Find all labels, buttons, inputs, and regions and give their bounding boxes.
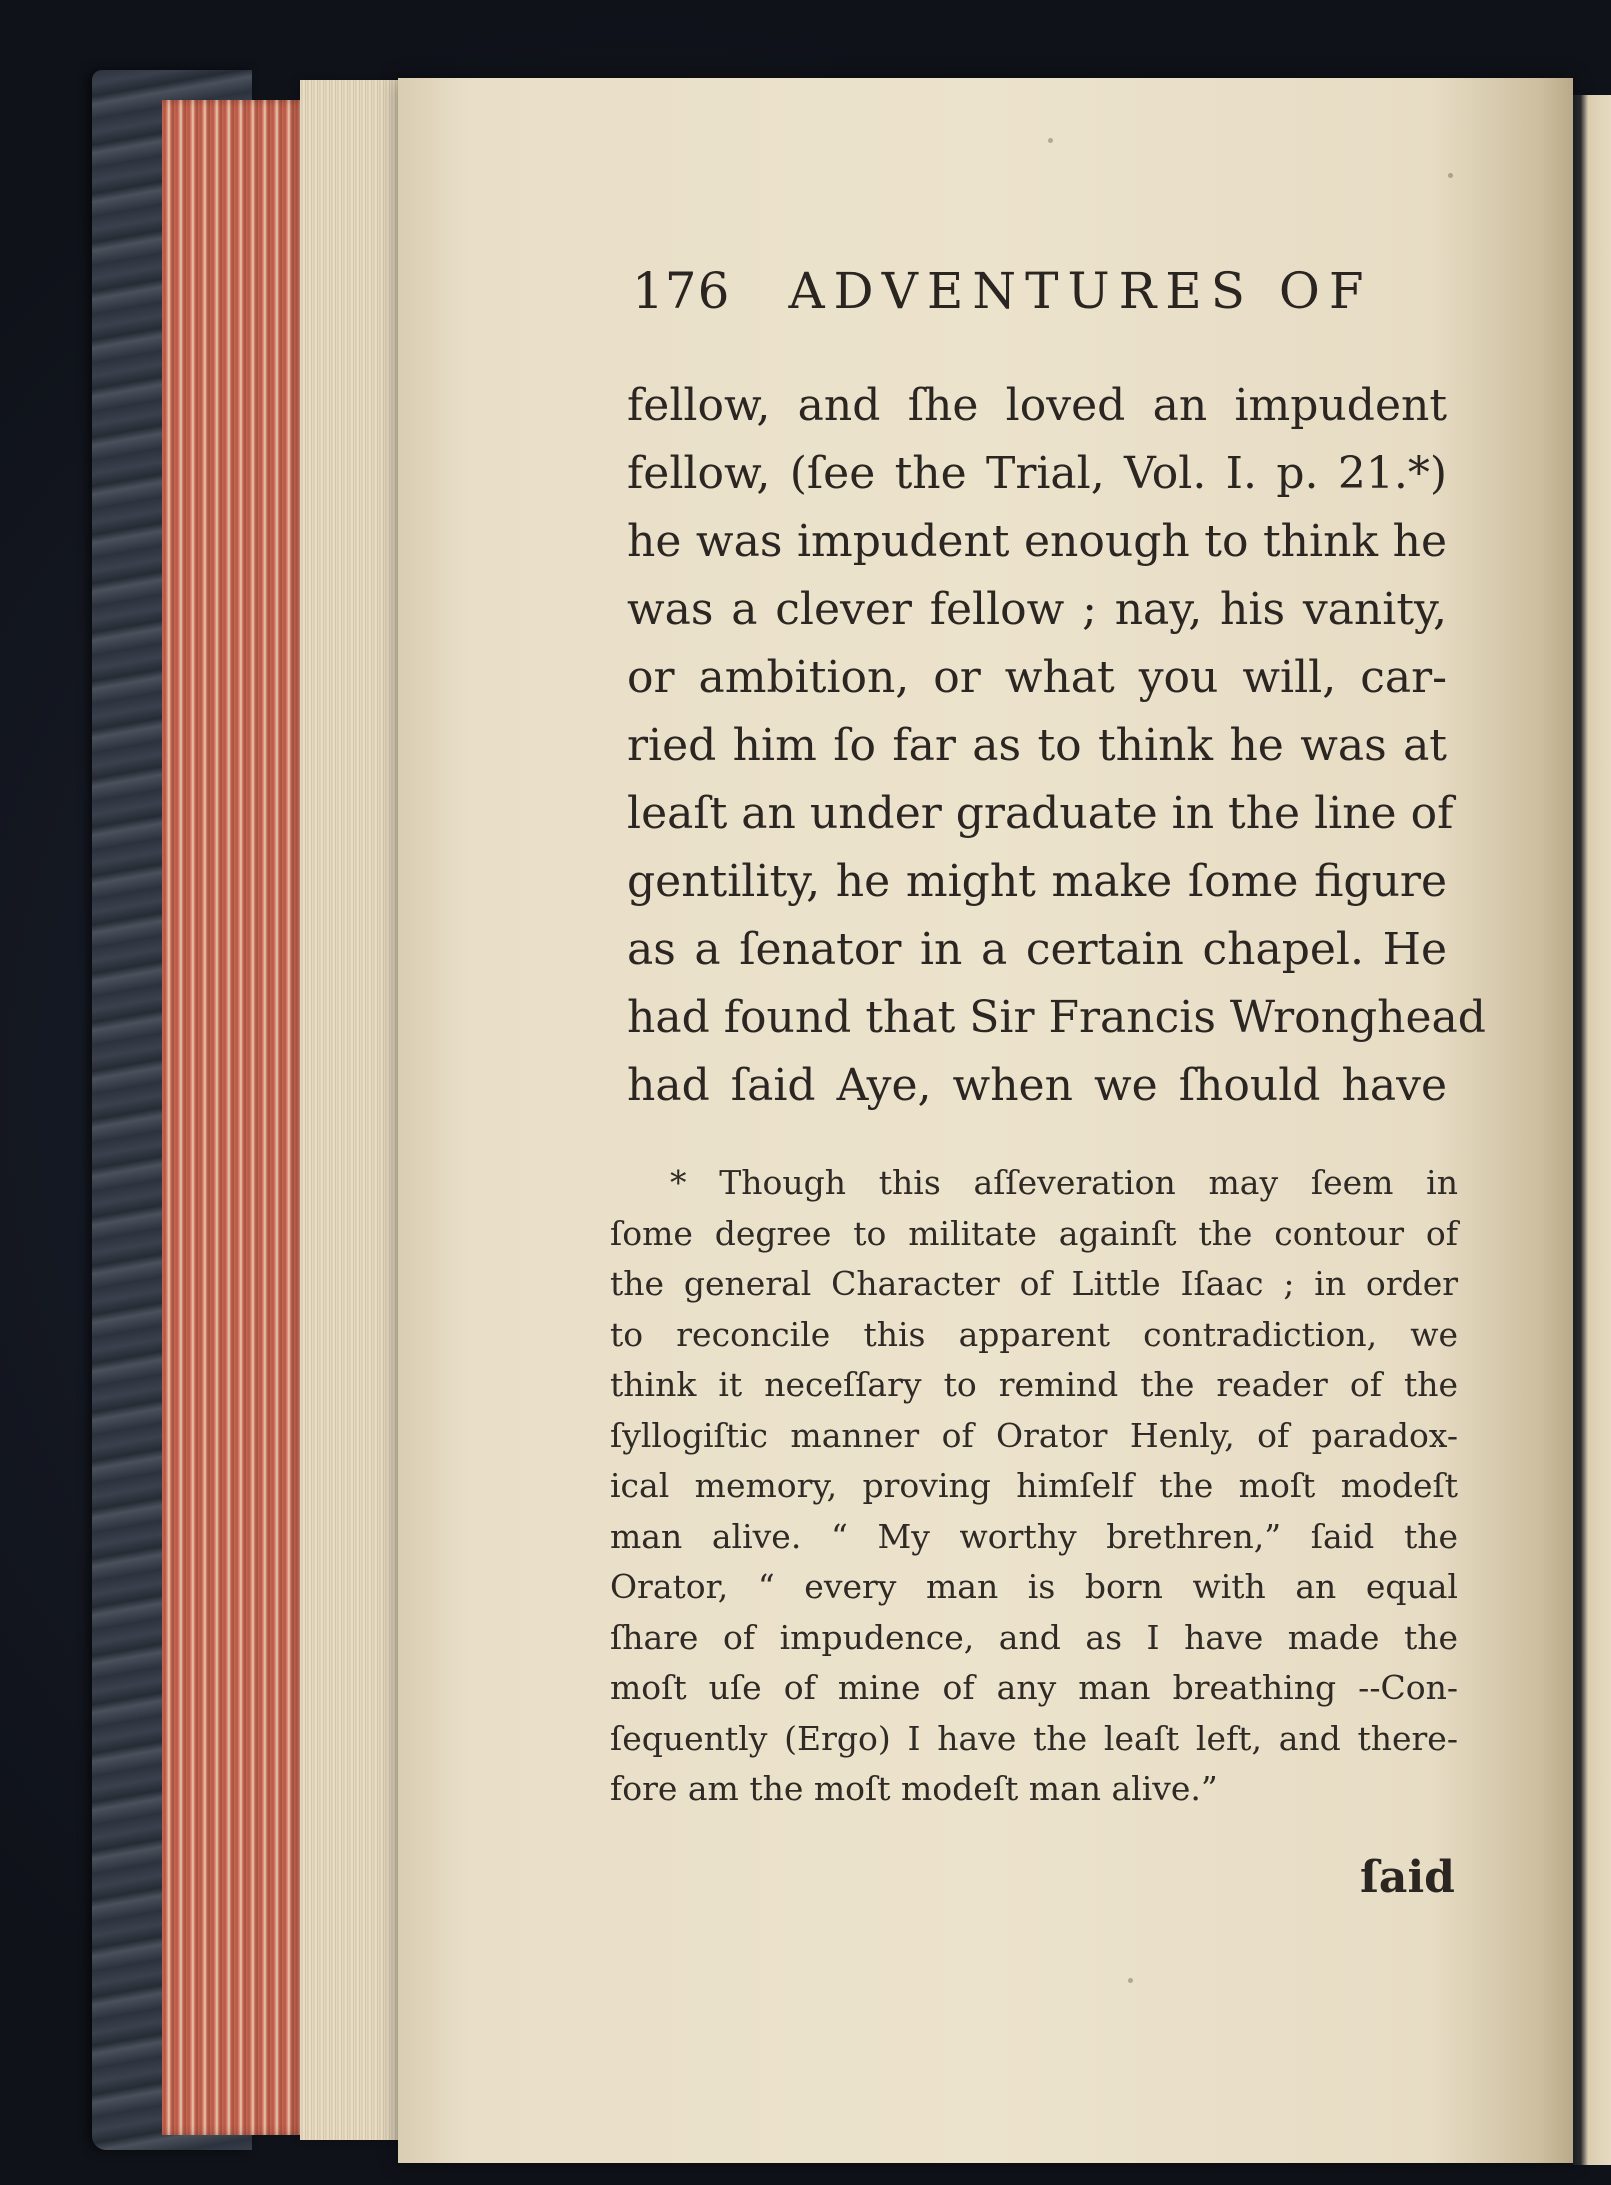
footnote-line: the general Character of Little Iſaac ; in order xyxy=(610,1264,1458,1303)
footnote-line: ſhare of impudence, and as I have made the xyxy=(610,1617,1458,1657)
body-line: or ambition, or what you will, car- xyxy=(627,652,1447,703)
page-block-edges xyxy=(300,80,410,2140)
body-line: ried him ſo far as to think he was at xyxy=(627,720,1447,771)
footnote-line: Orator, “ every man is born with an equal xyxy=(610,1567,1458,1606)
footnote-line: * Though this aſſeveration may ſeem in xyxy=(670,1163,1458,1202)
footnote-line: ſequently (Ergo) I have the leaſt left, and there- xyxy=(610,1718,1458,1758)
body-line: had found that Sir Francis Wronghead xyxy=(627,992,1486,1043)
paper-speck xyxy=(1048,138,1053,143)
paper-speck xyxy=(1128,1978,1133,1983)
footnote-line: moſt uſe of mine of any man breathing --Con- xyxy=(610,1668,1458,1707)
footnote-line: man alive. “ My worthy brethren,” ſaid the xyxy=(610,1516,1458,1556)
footnote xyxy=(610,1158,1458,1815)
running-head: ADVENTURES OF xyxy=(788,262,1373,320)
body-line: leaſt an under graduate in the line of xyxy=(627,788,1454,839)
body-line: fellow, (ſee the Trial, Vol. I. p. 21.*) xyxy=(627,448,1447,499)
body-line: he was impudent enough to think he xyxy=(627,516,1447,567)
footnote-line: ſyllogiſtic manner of Orator Henly, of paradox- xyxy=(610,1415,1458,1455)
next-page-edge xyxy=(1573,95,1611,2165)
paper-speck xyxy=(1448,173,1453,178)
footnote-line: think it neceſſary to remind the reader of the xyxy=(610,1365,1458,1404)
body-line: as a ſenator in a certain chapel. He xyxy=(627,924,1447,975)
catchword: ſaid xyxy=(1360,1852,1455,1903)
body-line: gentility, he might make ſome figure xyxy=(627,856,1447,907)
page-header xyxy=(632,262,1412,342)
body-text xyxy=(627,372,1486,1120)
footnote-line: ical memory, proving himſelf the moſt modeſt xyxy=(610,1466,1458,1505)
body-line: had ſaid Aye, when we ſhould have xyxy=(627,1060,1447,1111)
footnote-line: ſome degree to militate againſt the contour of xyxy=(610,1213,1458,1253)
footnote-line: to reconcile this apparent contradiction, we xyxy=(610,1314,1458,1354)
body-line: was a clever fellow ; nay, his vanity, xyxy=(627,584,1447,635)
body-line: fellow, and ſhe loved an impudent xyxy=(627,380,1447,431)
page-number: 176 xyxy=(632,262,731,320)
footnote-line: fore am the moſt modeſt man alive.” xyxy=(610,1769,1218,1808)
